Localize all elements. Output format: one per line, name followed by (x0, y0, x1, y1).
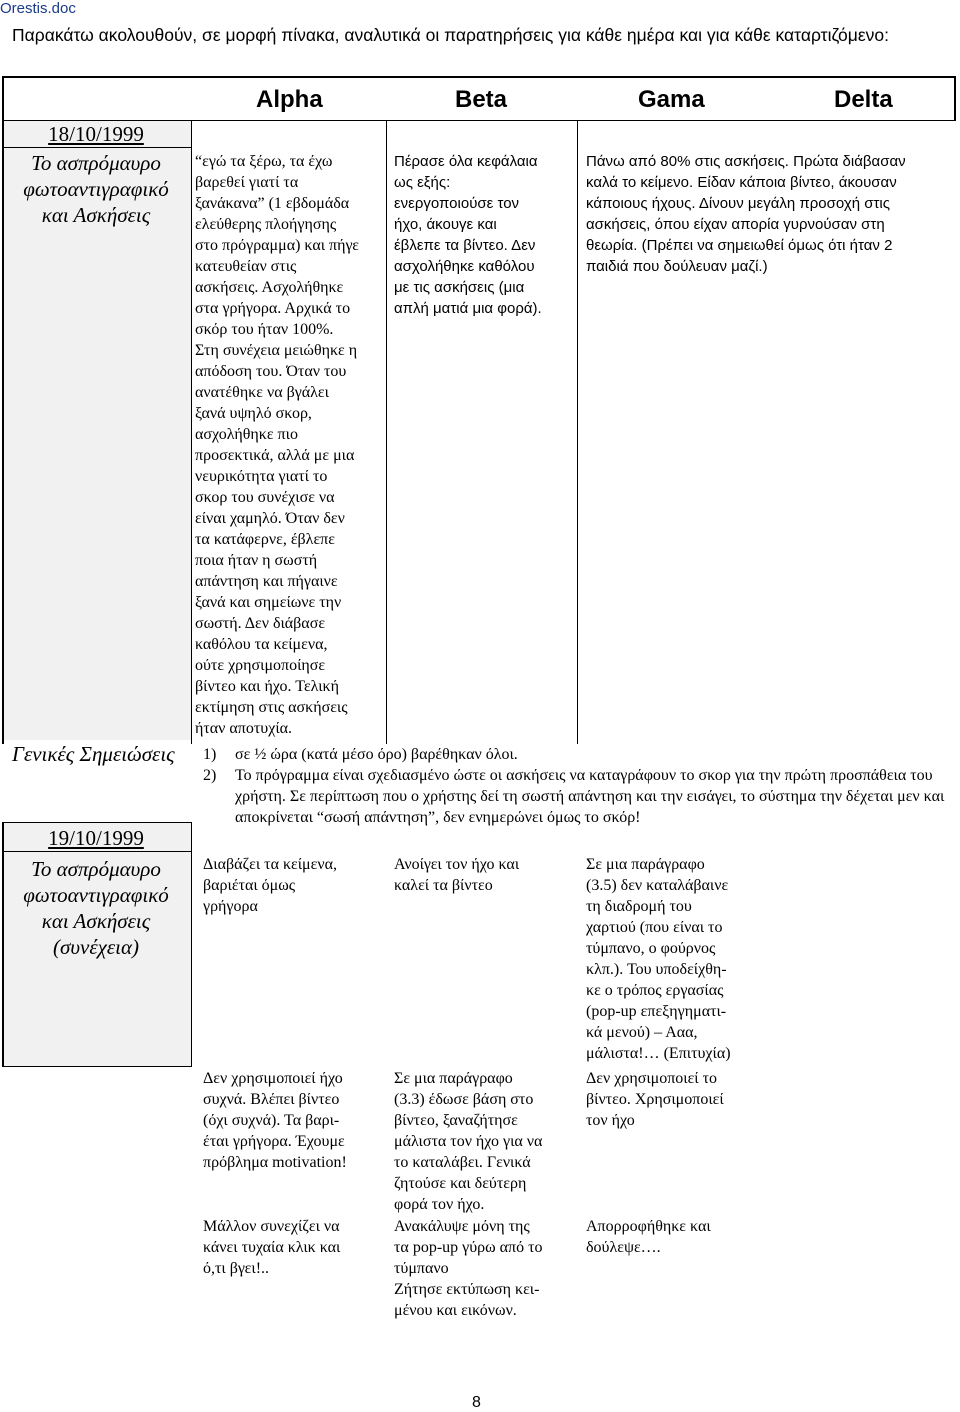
note-item (203, 765, 955, 828)
general-notes-list (203, 744, 955, 828)
day2-gama-cell-3: Απορροφήθηκε και δούλεψε…. (586, 1218, 711, 1256)
day2-alpha-cell-1: Διαβάζει τα κείμενα, βαριέται όμως γρήγορα (203, 856, 337, 915)
day2-beta-cell-1: Ανοίγει τον ήχο και καλεί τα βίντεο (394, 856, 520, 894)
day1-beta-cell: Πέρασε όλα κεφάλαια ως εξής: ενεργοποιούσε τον ήχο, άκουγε και έβλεπε τα βίντεο. Δεν ασχολήθηκε καθόλου με τις ασκήσεις (μια απλή ματιά μια φορά). (394, 153, 542, 317)
note-number: 2) (203, 767, 217, 784)
column-header-gama: Gama (638, 86, 705, 113)
page-number: 8 (472, 1394, 481, 1411)
document-filename: Orestis.doc (0, 0, 76, 17)
note-text: σε ½ ώρα (κατά μέσο όρο) βαρέθηκαν όλοι. (235, 746, 518, 763)
day2-gama-cell-2: Δεν χρησιμοποιεί το βίντεο. Χρησιμοποιεί τον ήχο (586, 1070, 724, 1129)
intro-paragraph: Παρακάτω ακολουθούν, σε μορφή πίνακα, αναλυτικά οι παρατηρήσεις για κάθε ημέρα και για κάθε καταρτιζόμενο: (12, 25, 889, 45)
column-header-beta: Beta (455, 86, 508, 113)
day2-beta-cell-3: Ανακάλυψε μόνη της τα pop-up γύρω από το τύμπανο Ζήτησε εκτύπωση κει- μένου και εικόνων. (394, 1218, 543, 1319)
day2-alpha-cell-2: Δεν χρησιμοποιεί ήχο συχνά. Βλέπει βίντεο (όχι συχνά). Τα βαρι- έται γρήγορα. Έχουμε πρόβλημα motivation! (203, 1070, 347, 1171)
column-header-alpha: Alpha (256, 86, 323, 113)
day2-topic-label: Το ασπρόμαυρο φωτοαντιγραφικό και Ασκήσεις (συνέχεια) (23, 857, 169, 959)
day2-gama-cell-1: Σε μια παράγραφο (3.5) δεν καταλάβαινε τη διαδρομή του χαρτιού (που είναι το τύμπανο, ο φούρνος κλπ.). Του υποδείχθη- κε ο τρόπος εργασίας (pop-up επεξηγηματι- κά μενού) – Ααα, μάλιστα!… (Επιτυχία) (586, 856, 731, 1062)
day2-date: 19/10/1999 (48, 826, 144, 850)
day2-alpha-cell-3: Μάλλον συνεχίζει να κάνει τυχαία κλικ και ό,τι βγει!.. (203, 1218, 341, 1277)
day1-alpha-cell: “εγώ τα ξέρω, τα έχω βαρεθεί γιατί τα ξανάκανα” (1 εβδομάδα ελεύθερης πλοήγησης στο πρόγραμμα) και πήγε κατευθείαν στις ασκήσεις. Ασχολήθηκε στα γρήγορα. Αρχικά το σκόρ του ήταν 100%. Στη συνέχεια μειώθηκε η απόδοση του. Όταν του ανατέθηκε να βγάλει ξανά υψηλό σκορ, ασχολήθηκε πιο προσεκτικά, αλλά με μια νευρικότητα γιατί το σκορ του συνέχισε να είναι χαμηλό. Όταν δεν τα κατάφερνε, έβλεπε ποια ήταν η σωστή απάντηση και πήγαινε ξανά και σημείωνε την σωστή. Δεν διάβασε καθόλου τα κείμενα, ούτε χρησιμοποίησε βίντεο και ήχο. Τελική εκτίμηση στις ασκήσεις ήταν αποτυχία. (195, 153, 359, 737)
day2-beta-cell-2: Σε μια παράγραφο (3.3) έδωσε βάση στο βίντεο, ξαναζήτησε μάλιστα τον ήχο για να το καταλάβει. Γενικά ζητούσε και δεύτερη φορά τον ήχο. (394, 1070, 543, 1213)
column-header-delta: Delta (834, 86, 893, 113)
general-notes-label: Γενικές Σημειώσεις (12, 742, 175, 766)
note-item (203, 744, 955, 765)
day1-date: 18/10/1999 (48, 122, 144, 146)
day1-gama-delta-cell: Πάνω από 80% στις ασκήσεις. Πρώτα διάβασαν καλά το κείμενο. Είδαν κάποια βίντεο, άκουσαν κάποιους ήχους. Δίνουν μεγάλη προσοχή στις ασκήσεις, όπου είχαν απορία γυρνούσαν στη θεωρία. (Πρέπει να σημειωθεί όμως ότι ήταν 2 παιδιά που δούλευαν μαζί.) (586, 153, 906, 275)
note-text: Το πρόγραμμα είναι σχεδιασμένο ώστε οι ασκήσεις να καταγράφουν το σκορ για την πρώτη προσπάθεια του χρήστη. Σε περίπτωση που ο χρήστης δεί τη σωστή απάντηση και την εισάγει, το σύστημα την δέχεται μεν και αποκρίνεται “σωσή απάντηση”, δεν ενημερώνει όμως το σκόρ! (235, 767, 945, 826)
note-number: 1) (203, 746, 217, 763)
day1-topic-label: Το ασπρόμαυρο φωτοαντιγραφικό και Ασκήσεις (23, 151, 169, 227)
